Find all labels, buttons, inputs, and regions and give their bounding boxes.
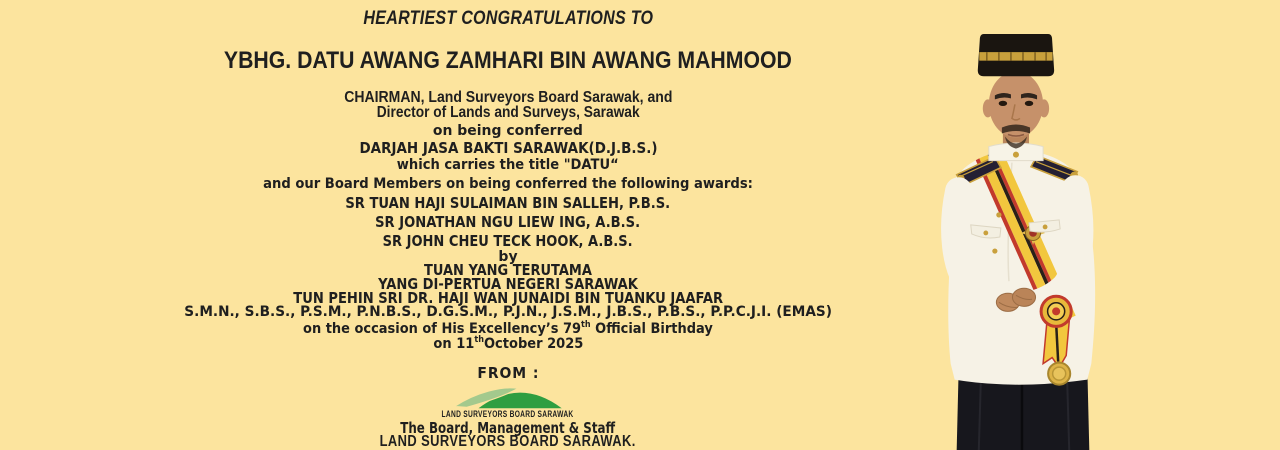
award-carries-title [148, 158, 868, 173]
superscript-th: th [473, 335, 484, 346]
board-member-3-text: SR JOHN CHEU TECK HOOK, A.B.S. [383, 232, 633, 250]
superscript-th: th [581, 320, 591, 331]
heading-congrats-text: HEARTIEST CONGRATULATIONS TO [363, 8, 653, 29]
board-member-2 [148, 214, 868, 230]
award-title-text: DARJAH JASA BAKTI SARAWAK(D.J.B.S.) [358, 139, 658, 157]
board-member-1-text: SR TUAN HAJI SULAIMAN BIN SALLEH, P.B.S. [345, 194, 671, 212]
from-label [148, 366, 868, 382]
conferrer-line3-text: TUN PEHIN SRI DR. HAJI WAN JUNAIDI BIN TUANKU JAAFAR [293, 289, 723, 307]
date-post: October 2025 [483, 336, 583, 352]
heading-congrats [148, 9, 868, 29]
from-line2 [148, 434, 868, 450]
lsbs-logo-hills-icon [444, 384, 572, 410]
occasion-pre: on the occasion of His Excellency’s 79 [303, 321, 582, 337]
board-member-1 [148, 195, 868, 211]
award-carries-title-text: which carries the title "DATU“ [397, 157, 619, 173]
conferred-intro [148, 124, 868, 139]
date-line [148, 337, 868, 352]
honoree-title-line2-text: Director of Lands and Surveys, Sarawak [376, 104, 640, 121]
lsbs-logo [148, 384, 868, 410]
conferrer-honors [148, 305, 868, 320]
occasion-line-text [303, 322, 713, 337]
date-line-text [433, 337, 583, 352]
occasion-post: Official Birthday [590, 321, 713, 337]
board-member-2-text: SR JONATHAN NGU LIEW ING, A.B.S. [375, 213, 641, 231]
honoree-name [148, 48, 868, 73]
date-pre: on 11 [433, 336, 474, 352]
conferrer-line2-text: YANG DI-PERTUA NEGERI SARAWAK [378, 275, 638, 293]
from-line1-text: The Board, Management & Staff [400, 419, 616, 437]
conferred-intro-text: on being conferred [432, 123, 584, 139]
head [978, 34, 1054, 149]
occasion-line [148, 322, 868, 337]
board-member-3 [148, 233, 868, 249]
from-label-text: FROM : [477, 364, 539, 382]
honoree-name-text: YBHG. DATU AWANG ZAMHARI BIN AWANG MAHMOOD [224, 47, 792, 74]
honoree-title-line1-text: CHAIRMAN, Land Surveyors Board Sarawak, and [343, 89, 673, 106]
honoree-title-line2 [148, 105, 868, 121]
conferrer-honors-text: S.M.N., S.B.S., P.S.M., P.N.B.S., D.G.S.M., P.J.N., J.S.M., J.B.S., P.B.S., P.P.C.J.I. (EMAS) [184, 304, 832, 320]
logo-caption-text: LAND SURVEYORS BOARD SARAWAK [442, 409, 574, 419]
by-label-text: by [498, 249, 518, 265]
board-members-intro [148, 177, 868, 192]
honoree-photo [928, 28, 1120, 450]
board-members-intro-text: and our Board Members on being conferred the following awards: [263, 176, 753, 192]
from-line2-text: LAND SURVEYORS BOARD SARAWAK. [379, 433, 637, 450]
award-title [148, 140, 868, 156]
conferrer-line1-text: TUAN YANG TERUTAMA [424, 261, 592, 279]
